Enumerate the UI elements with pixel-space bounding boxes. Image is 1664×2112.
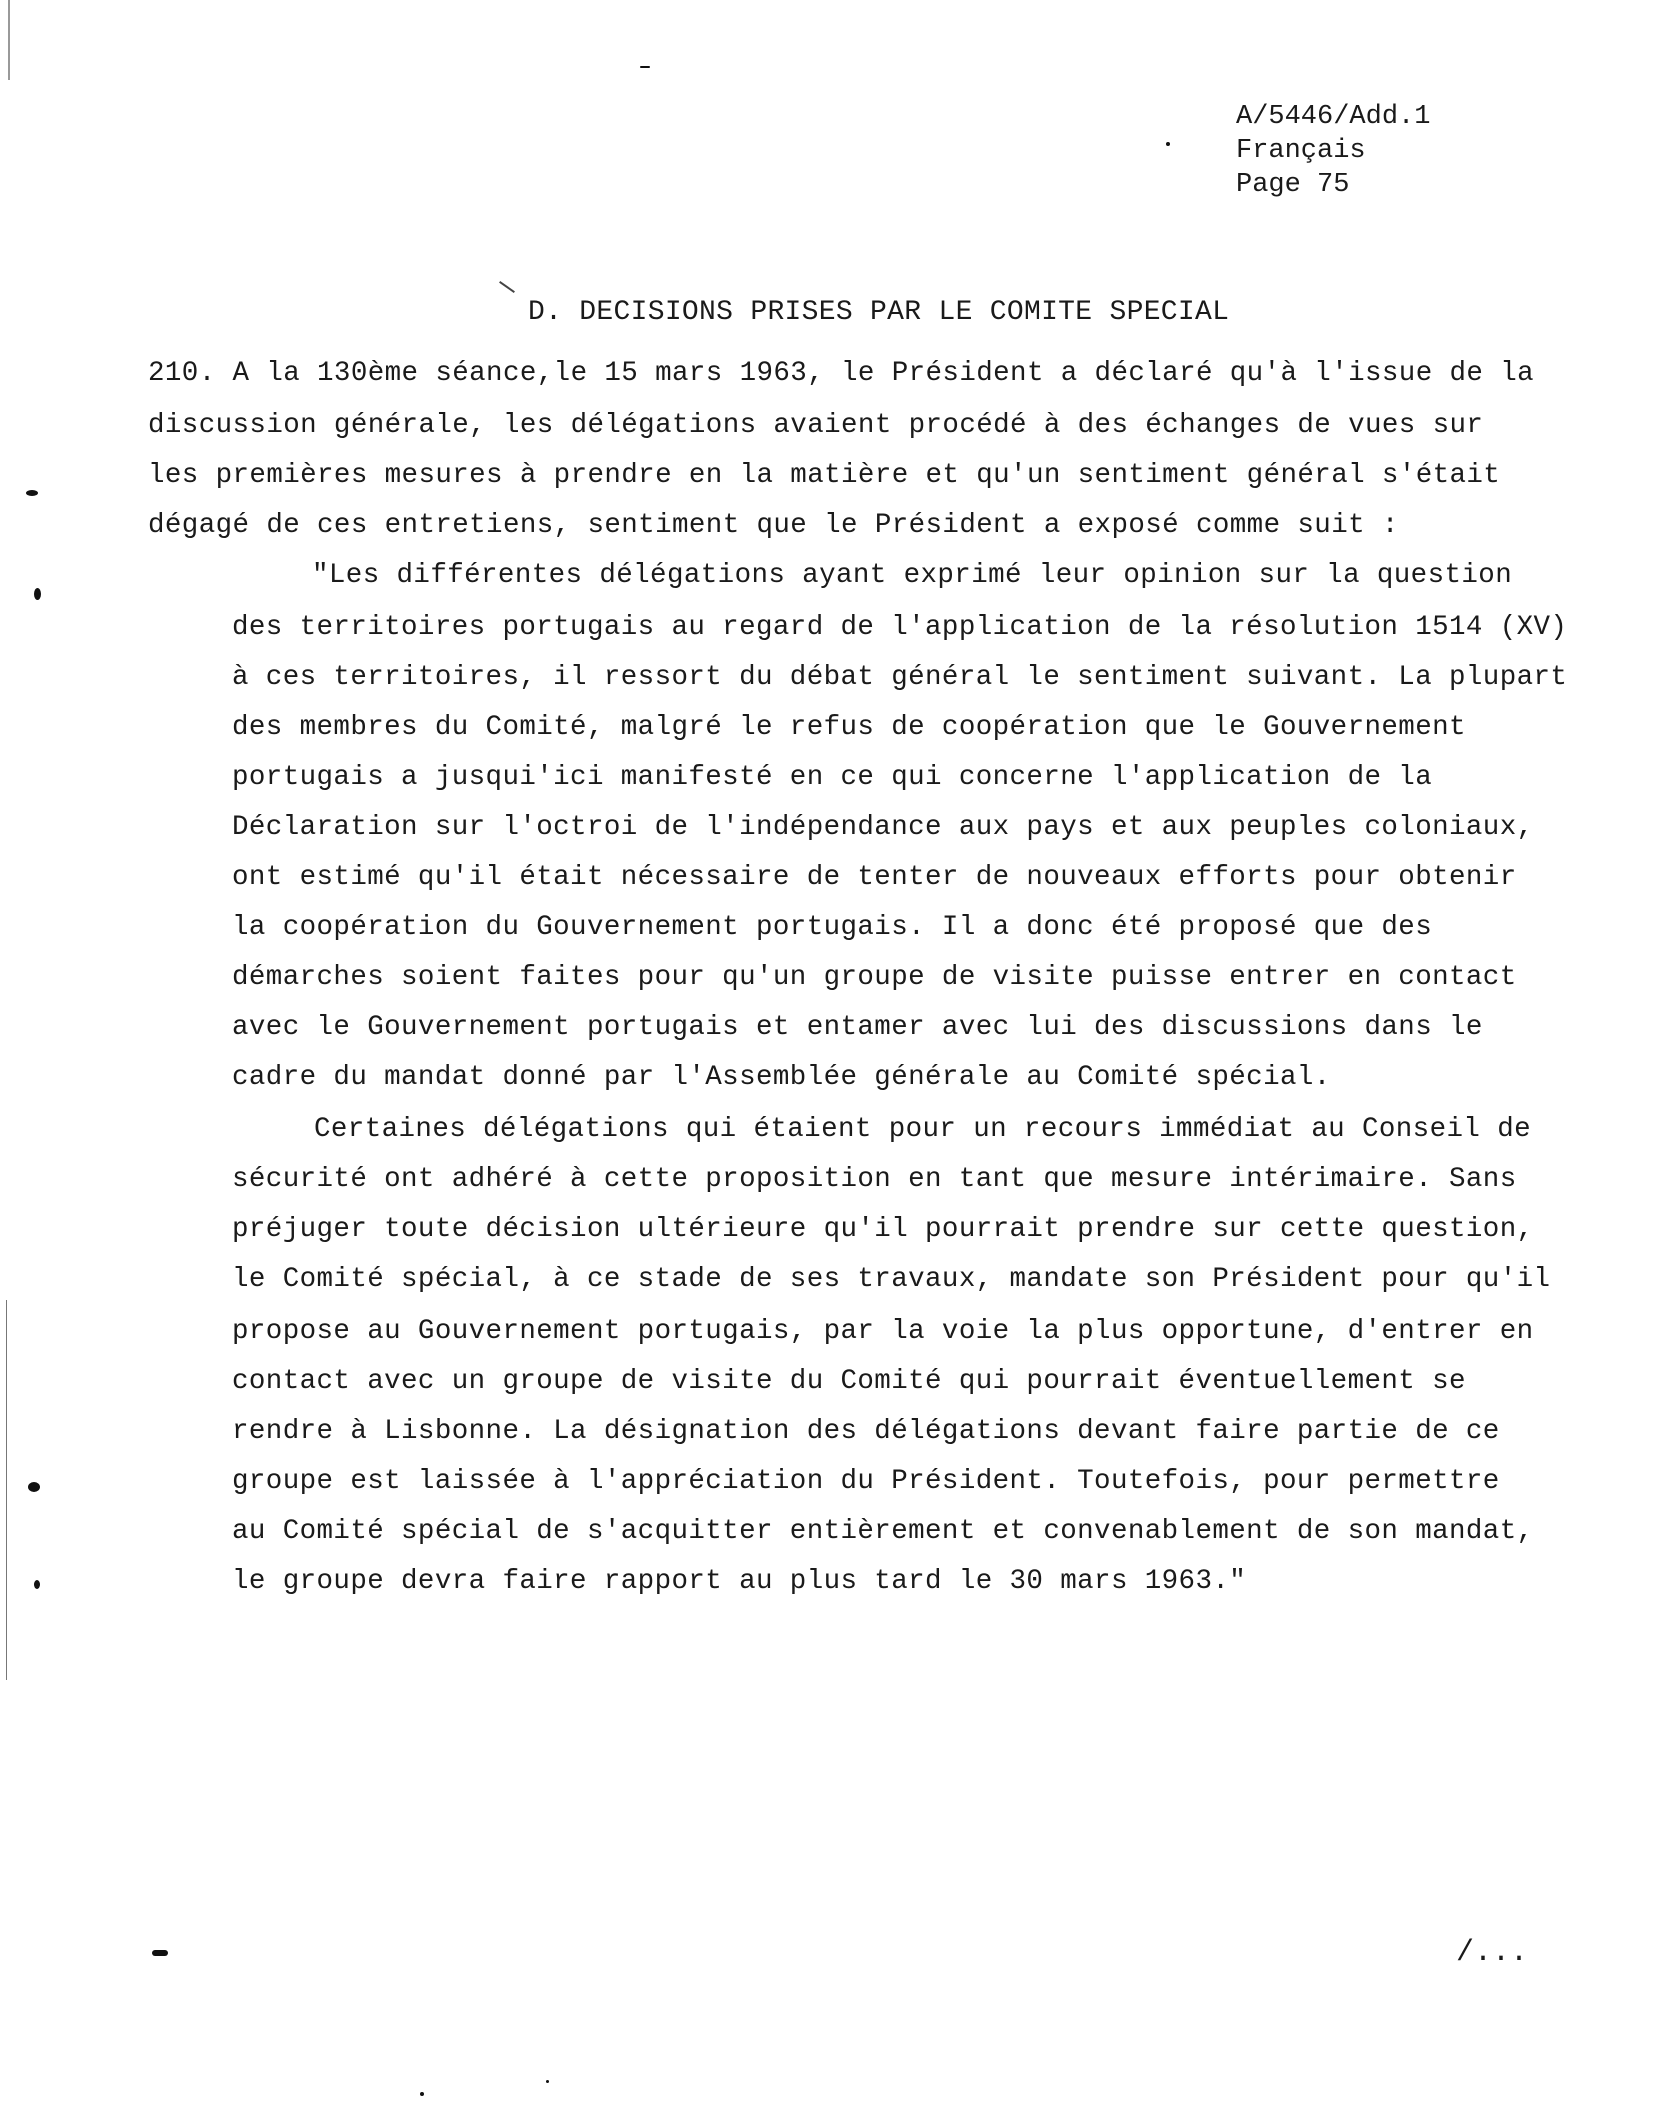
- section-title: D. DECISIONS PRISES PAR LE COMITE SPECIAL: [528, 297, 1230, 328]
- text-line: dégagé de ces entretiens, sentiment que le Président a exposé comme suit :: [148, 510, 1399, 541]
- scan-speck: [34, 588, 41, 600]
- text-line: au Comité spécial de s'acquitter entièrement et convenablement de son mandat,: [232, 1516, 1534, 1547]
- text-line: discussion générale, les délégations avaient procédé à des échanges de vues sur: [148, 410, 1484, 441]
- text-line: la coopération du Gouvernement portugais. Il a donc été proposé que des: [232, 912, 1433, 943]
- scan-edge-artifact: [6, 1300, 7, 1680]
- scan-speck: [26, 490, 38, 496]
- text-line: le Comité spécial, à ce stade de ses travaux, mandate son Président pour qu'il: [232, 1264, 1551, 1295]
- text-line: portugais a jusqui'ici manifesté en ce qui concerne l'application de la: [232, 762, 1433, 793]
- text-line: à ces territoires, il ressort du débat général le sentiment suivant. La plupart: [232, 662, 1568, 693]
- text-line: cadre du mandat donné par l'Assemblée générale au Comité spécial.: [232, 1062, 1331, 1093]
- text-line: 210. A la 130ème séance,le 15 mars 1963, le Président a déclaré qu'à l'issue de la: [148, 358, 1535, 389]
- text-line: démarches soient faites pour qu'un groupe de visite puisse entrer en contact: [232, 962, 1517, 993]
- text-line: Certaines délégations qui étaient pour un recours immédiat au Conseil de: [314, 1114, 1531, 1145]
- scan-speck: [420, 2092, 424, 2096]
- document-language: Français: [1236, 136, 1366, 166]
- continuation-marker: /...: [1456, 1936, 1529, 1970]
- text-line: les premières mesures à prendre en la matière et qu'un sentiment général s'était: [148, 460, 1501, 491]
- scan-speck: [640, 66, 650, 68]
- text-line: contact avec un groupe de visite du Comité qui pourrait éventuellement se: [232, 1366, 1466, 1397]
- text-line: propose au Gouvernement portugais, par la voie la plus opportune, d'entrer en: [232, 1316, 1534, 1347]
- text-line: préjuger toute décision ultérieure qu'il pourrait prendre sur cette question,: [232, 1214, 1534, 1245]
- page-number: Page 75: [1236, 170, 1350, 200]
- text-line: ont estimé qu'il était nécessaire de tenter de nouveaux efforts pour obtenir: [232, 862, 1517, 893]
- text-line: groupe est laissée à l'appréciation du Président. Toutefois, pour permettre: [232, 1466, 1500, 1497]
- scan-edge-artifact: [8, 0, 10, 80]
- text-line: le groupe devra faire rapport au plus tard le 30 mars 1963.": [232, 1566, 1247, 1597]
- text-line: "Les différentes délégations ayant exprimé leur opinion sur la question: [312, 560, 1513, 591]
- document-header: [1236, 100, 1430, 202]
- scan-speck: [1166, 142, 1170, 146]
- text-line: des territoires portugais au regard de l'application de la résolution 1514 (XV): [232, 612, 1568, 643]
- scan-stroke-artifact: [499, 281, 515, 293]
- scan-speck: [34, 1580, 40, 1589]
- scan-speck: [28, 1482, 40, 1492]
- text-line: Déclaration sur l'octroi de l'indépendance aux pays et aux peuples coloniaux,: [232, 812, 1534, 843]
- scan-speck: [152, 1950, 168, 1956]
- document-symbol: A/5446/Add.1: [1236, 102, 1431, 132]
- text-line: sécurité ont adhéré à cette proposition en tant que mesure intérimaire. Sans: [232, 1164, 1517, 1195]
- scan-speck: [546, 2080, 549, 2083]
- text-line: des membres du Comité, malgré le refus de coopération que le Gouvernement: [232, 712, 1466, 743]
- text-line: avec le Gouvernement portugais et entamer avec lui des discussions dans le: [232, 1012, 1483, 1043]
- text-line: rendre à Lisbonne. La désignation des délégations devant faire partie de ce: [232, 1416, 1500, 1447]
